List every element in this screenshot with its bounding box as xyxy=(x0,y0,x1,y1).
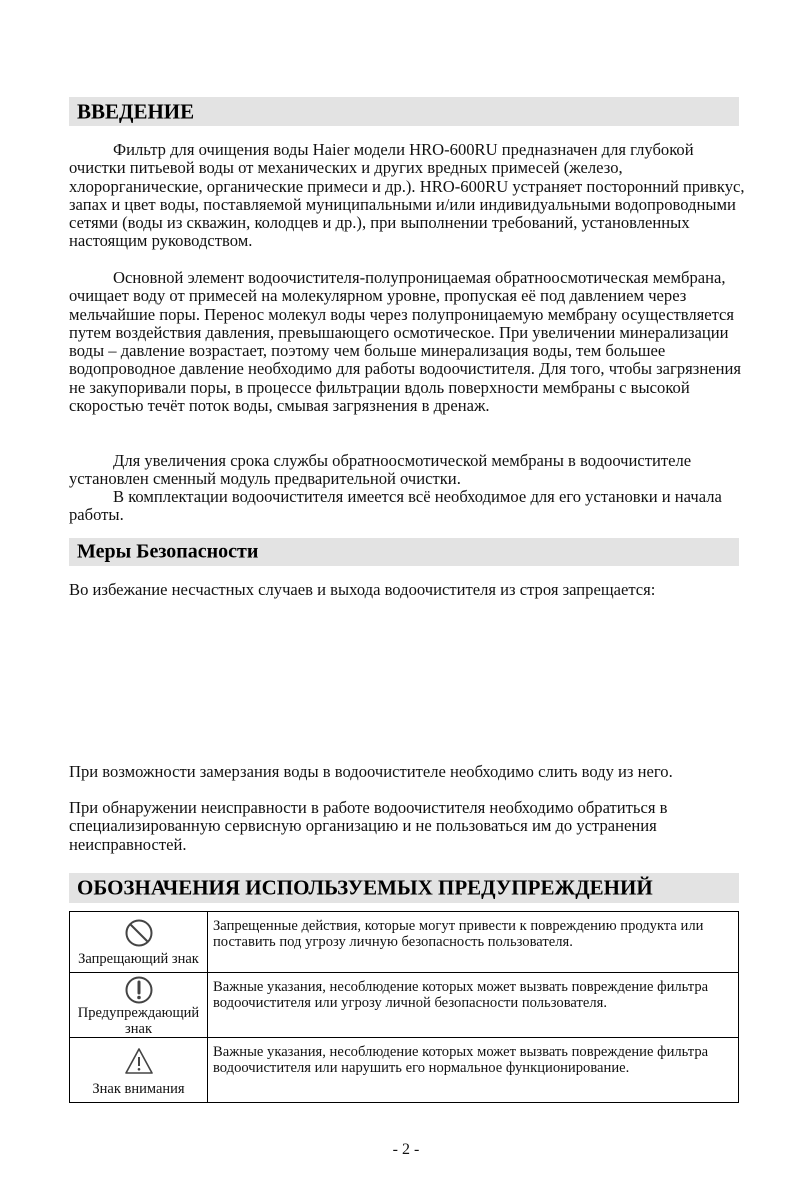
safety-heading-band xyxy=(69,538,739,566)
safety-heading: Меры Безопасности xyxy=(77,540,259,563)
table-row xyxy=(70,912,739,973)
warning-triangle-icon xyxy=(124,1047,154,1075)
sign-label: Предупреждающий знак xyxy=(77,1005,200,1037)
page-number: - 2 - xyxy=(392,1141,420,1158)
warnings-heading-band xyxy=(69,873,739,903)
sign-description: Важные указания, несоблюдение которых может вызвать повреждение фильтра водоочистителя или угрозу личной безопасности пользователя. xyxy=(208,973,739,1038)
warnings-heading: ОБОЗНАЧЕНИЯ ИСПОЛЬЗУЕМЫХ ПРЕДУПРЕЖДЕНИЙ xyxy=(77,875,653,900)
intro-heading-band xyxy=(69,97,739,126)
intro-paragraph-3: Для увеличения срока службы обратноосмотической мембраны в водоочистителе установлен сменный модуль предварительной очистки. xyxy=(69,451,692,489)
safety-paragraph-3: При обнаружении неисправности в работе водоочистителя необходимо обратиться в специализированную сервисную организацию и не пользоваться им до устранения неисправностей. xyxy=(69,798,668,854)
intro-paragraph-1: Фильтр для очищения воды Haier модели HRO-600RU предназначен для глубокой очистки питьевой воды от механических и других вредных примесей (железо, хлорорганические, органические примеси и др.). HRO-600RU устраняет посторонний привкус, запах и цвет воды, поставляемой муниципальными и/или индивидуальными водопроводными сетями (воды из скважин, колодцев и др.), при выполнении требований, установленных настоящим руководством. xyxy=(69,140,745,251)
prohibition-icon xyxy=(124,918,154,948)
table-row xyxy=(70,1038,739,1103)
safety-paragraph-1: Во избежание несчастных случаев и выхода водоочистителя из строя запрещается: xyxy=(69,580,656,599)
safety-paragraph-2: При возможности замерзания воды в водоочистителе необходимо слить воду из него. xyxy=(69,762,673,781)
sign-label: Запрещающий знак xyxy=(78,951,199,967)
exclamation-circle-icon xyxy=(124,975,154,1005)
intro-heading: ВВЕДЕНИЕ xyxy=(77,99,195,123)
intro-paragraph-4: В комплектации водоочистителя имеется всё необходимое для его установки и начала работы. xyxy=(69,487,722,525)
sign-label: Знак внимания xyxy=(92,1081,185,1097)
sign-cell xyxy=(70,973,208,1038)
warnings-table xyxy=(69,911,739,1103)
sign-cell xyxy=(70,1038,208,1103)
intro-paragraph-2: Основной элемент водоочистителя-полупроницаемая обратноосмотическая мембрана, очищает воду от примесей на молекулярном уровне, пропуская её под давлением через мельчайшие поры. Перенос молекул воды через полупроницаемую мембрану осуществляется путем воздействия давления, превышающего осмотическое. При увеличении минерализации воды – давление возрастает, поэтому чем больше минерализация воды, тем большее водопроводное давление необходимо для работы водоочистителя. Для того, чтобы загрязнения не закупоривали поры, в процессе фильтрации вдоль поверхности мембраны с высокой скоростью течёт поток воды, смывая загрязнения в дренаж. xyxy=(69,268,741,416)
sign-description: Важные указания, несоблюдение которых может вызвать повреждение фильтра водоочистителя или нарушить его нормальное функционирование. xyxy=(208,1038,739,1103)
table-row xyxy=(70,973,739,1038)
sign-cell xyxy=(70,912,208,973)
sign-description: Запрещенные действия, которые могут привести к повреждению продукта или поставить под угрозу личную безопасность пользователя. xyxy=(208,912,739,973)
